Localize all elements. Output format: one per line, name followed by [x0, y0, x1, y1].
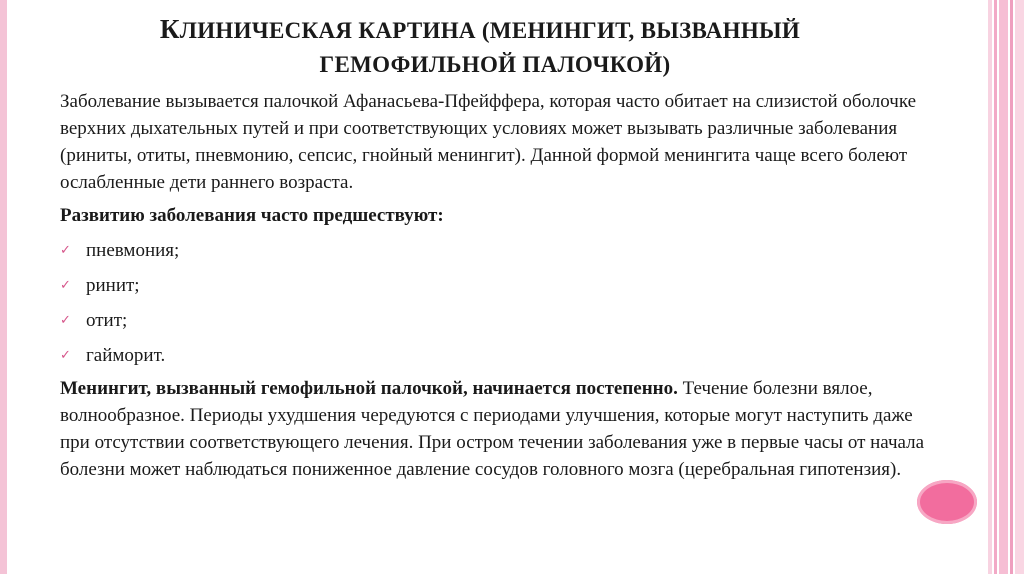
check-icon: ✓ — [60, 243, 71, 258]
slide-title — [60, 12, 900, 82]
right-stripe-decoration — [988, 0, 1024, 574]
course-paragraph — [60, 375, 940, 483]
list-item — [60, 338, 940, 373]
list-item — [60, 233, 940, 268]
title-line-2: ГЕМОФИЛЬНОЙ ПАЛОЧКОЙ) — [319, 52, 671, 77]
list-item-text: ринит; — [86, 275, 140, 296]
precursor-list — [60, 233, 940, 373]
list-item-text: гайморит. — [86, 345, 166, 366]
intro-paragraph: Заболевание вызывается палочкой Афанасьева-Пфейффера, которая часто обитает на слизистой оболочке верхних дыхательных путей и при соответствующих условиях может вызывать различные заболевания (риниты, отиты, пневмонию, сепсис, гнойный менингит). Данной формой менингита чаще всего болеют ослабленные дети раннего возраста. — [60, 91, 917, 193]
list-item-text: отит; — [86, 310, 128, 331]
stripe — [994, 0, 997, 574]
stripe — [999, 0, 1008, 574]
list-item — [60, 303, 940, 338]
course-paragraph-body: Течение болезни вялое, волнообразное. Периоды ухудшения чередуются с периодами улучшения, которые могут наступить даже при отсутствии соответствующего лечения. При остром течении заболевания уже в первые часы от начала болезни может наблюдаться пониженное давление сосудов головного мозга (церебральная гипотензия). — [60, 378, 925, 480]
check-icon: ✓ — [60, 313, 71, 328]
check-icon: ✓ — [60, 278, 71, 293]
slide-content — [60, 88, 940, 483]
decorative-pink-circle — [917, 480, 977, 524]
stripe — [988, 0, 992, 574]
stripe — [1015, 0, 1024, 574]
stripe — [1010, 0, 1013, 574]
list-item-text: пневмония; — [86, 240, 180, 261]
title-line-1: ЛИНИЧЕСКАЯ КАРТИНА (МЕНИНГИТ, ВЫЗВАННЫЙ — [179, 18, 801, 43]
title-first-letter: К — [159, 14, 180, 44]
course-paragraph-lead: Менингит, вызванный гемофильной палочкой, начинается постепенно. — [60, 378, 678, 399]
check-icon: ✓ — [60, 348, 71, 363]
left-border-decoration — [0, 0, 7, 574]
list-item — [60, 268, 940, 303]
list-heading: Развитию заболевания часто предшествуют: — [60, 205, 444, 226]
